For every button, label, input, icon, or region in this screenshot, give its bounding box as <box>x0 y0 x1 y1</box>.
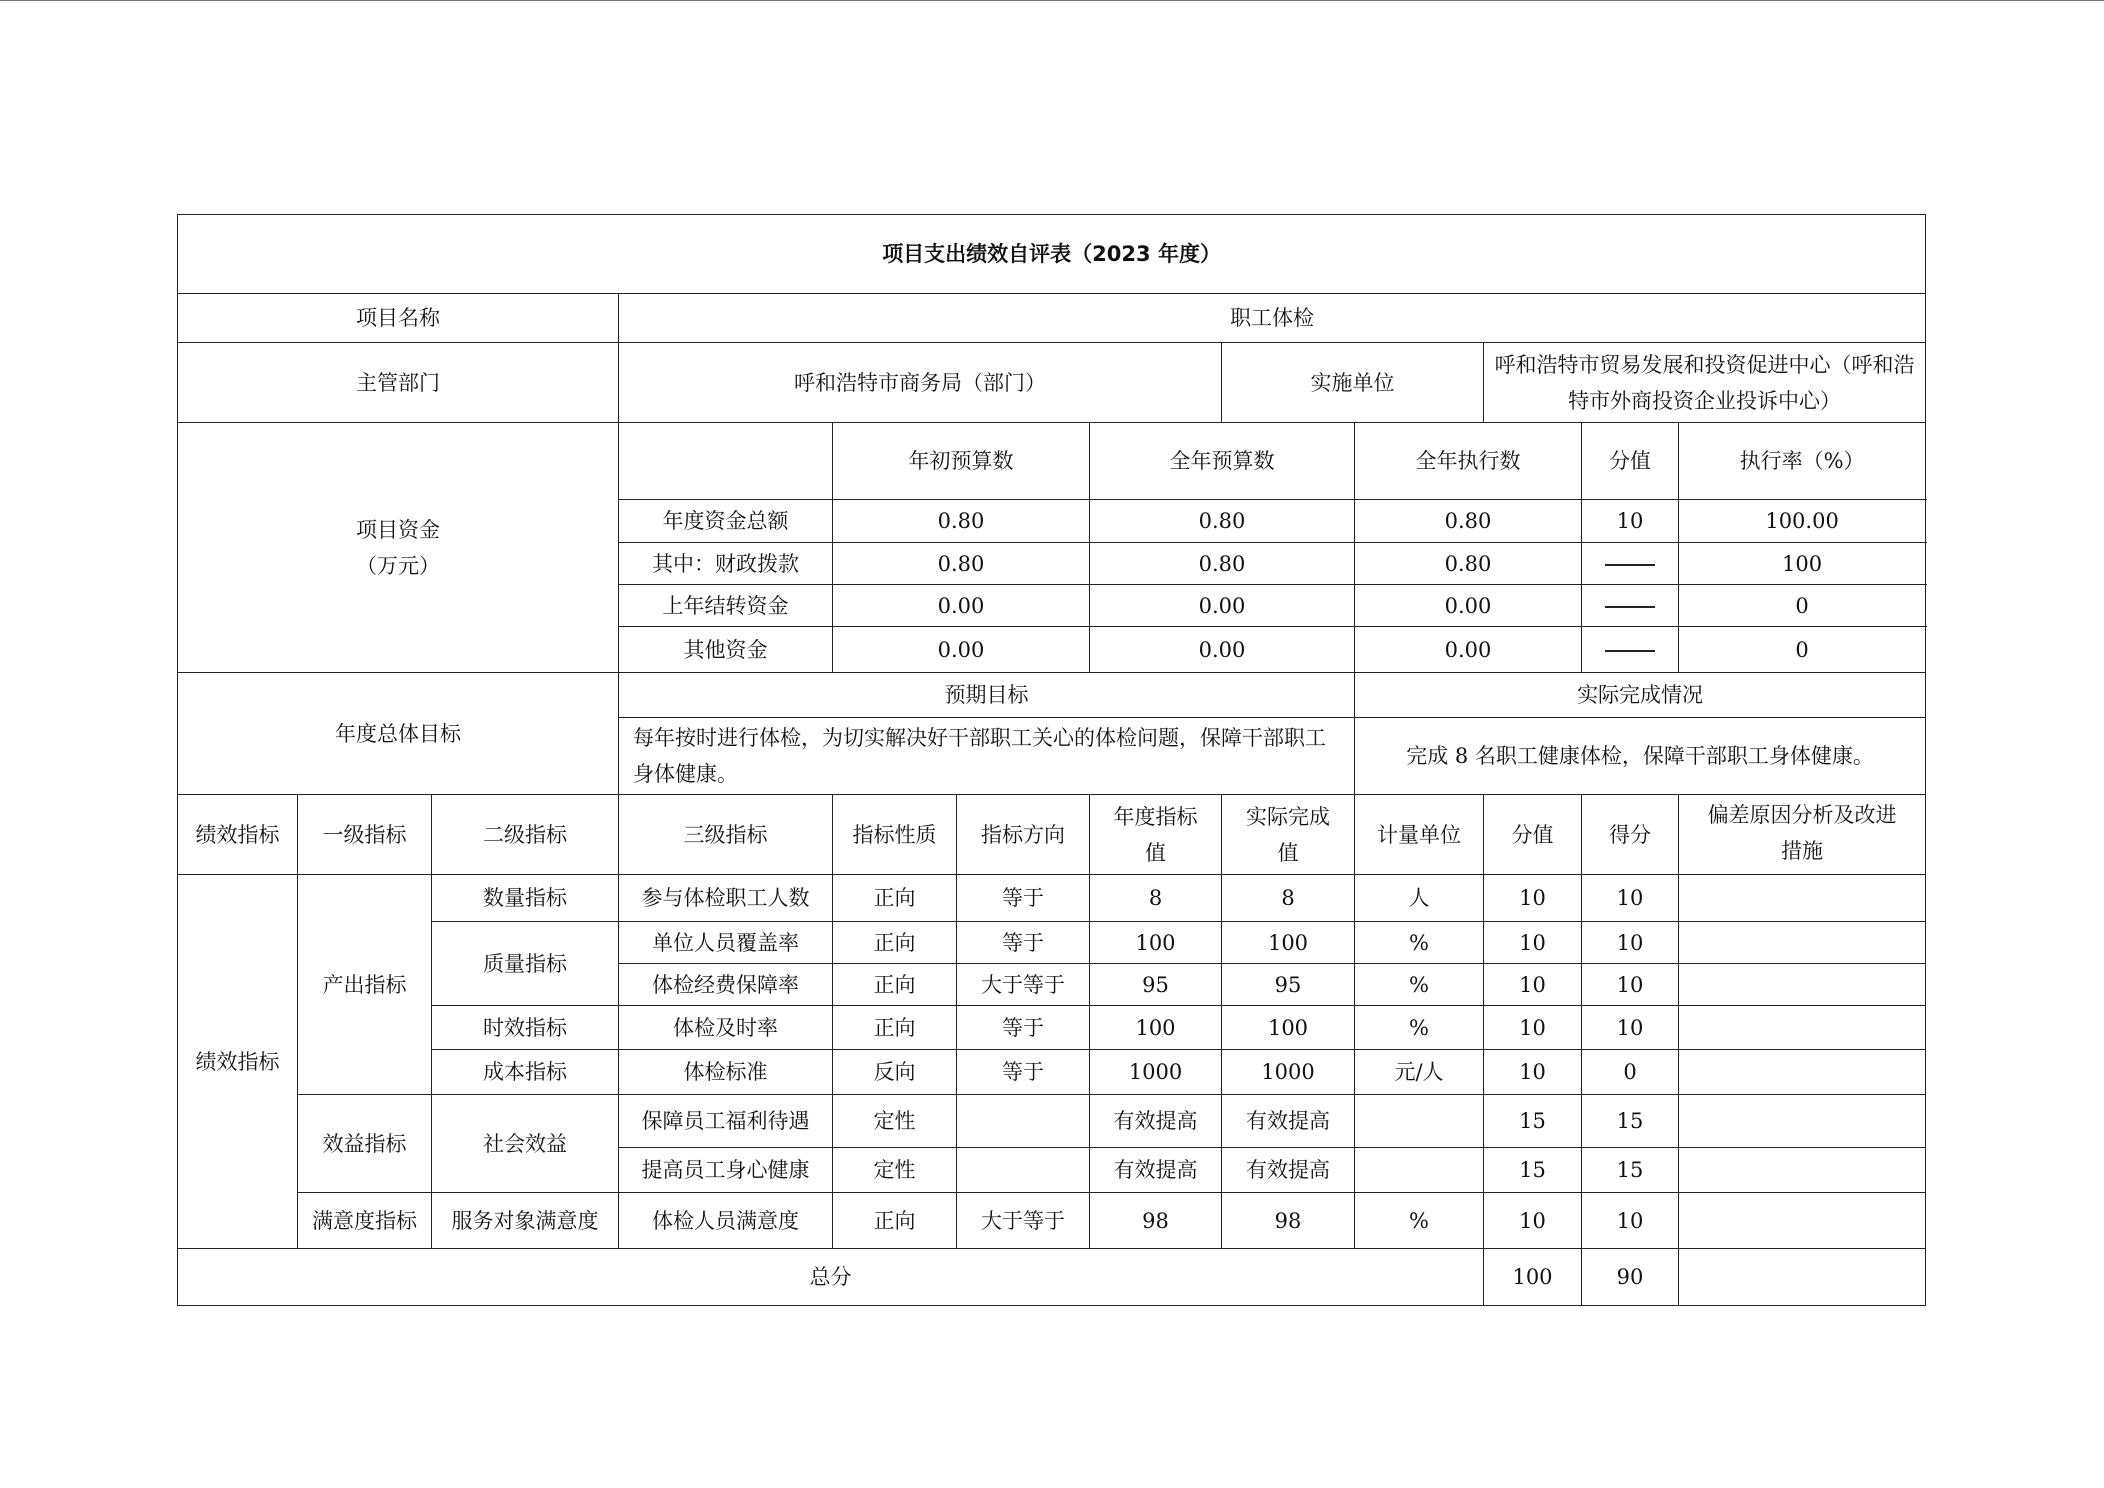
indicator-row <box>178 1050 1926 1095</box>
funds-rate: 0 <box>1679 627 1926 673</box>
funds-corner-cell <box>619 423 833 500</box>
goals-expected-text: 每年按时进行体检，为切实解决好干部职工关心的体检问题，保障干部职工身体健康。 <box>619 718 1355 795</box>
goals-expected-label: 预期目标 <box>619 673 1355 718</box>
funds-header-score-value: 分值 <box>1582 423 1679 500</box>
ind-level2: 服务对象满意度 <box>432 1193 619 1249</box>
ind-group-satisfaction: 满意度指标 <box>298 1193 432 1249</box>
ind-direction: 等于 <box>957 875 1090 922</box>
ind-level3: 提高员工身心健康 <box>619 1148 833 1193</box>
ind-nature: 反向 <box>833 1050 957 1095</box>
funds-score-value <box>1582 585 1679 627</box>
ind-header-level1: 一级指标 <box>298 795 432 875</box>
funds-row-label: 其中：财政拨款 <box>619 543 833 585</box>
funds-rate: 100.00 <box>1679 500 1926 543</box>
ind-nature: 定性 <box>833 1148 957 1193</box>
ind-score-value: 10 <box>1484 964 1582 1006</box>
indicator-row <box>178 875 1926 922</box>
indicator-row <box>178 1006 1926 1050</box>
ind-score: 10 <box>1582 875 1679 922</box>
funds-row-label: 上年结转资金 <box>619 585 833 627</box>
funds-header-annual: 全年预算数 <box>1090 423 1355 500</box>
ind-nature: 正向 <box>833 964 957 1006</box>
ind-actual: 8 <box>1222 875 1355 922</box>
table-title: 项目支出绩效自评表（2023 年度） <box>178 215 1926 294</box>
ind-nature: 正向 <box>833 922 957 964</box>
funds-header-rate: 执行率（%） <box>1679 423 1926 500</box>
ind-nature: 正向 <box>833 875 957 922</box>
ind-nature: 正向 <box>833 1193 957 1249</box>
ind-target: 1000 <box>1090 1050 1222 1095</box>
total-score-value: 100 <box>1484 1249 1582 1306</box>
project-name-label: 项目名称 <box>178 294 619 343</box>
indicator-row <box>178 922 1926 964</box>
ind-score: 10 <box>1582 922 1679 964</box>
goals-label: 年度总体目标 <box>178 673 619 795</box>
ind-target: 98 <box>1090 1193 1222 1249</box>
total-score: 90 <box>1582 1249 1679 1306</box>
ind-target: 8 <box>1090 875 1222 922</box>
project-name-value: 职工体检 <box>619 294 1926 343</box>
funds-annual: 0.00 <box>1090 585 1355 627</box>
funds-row-label: 年度资金总额 <box>619 500 833 543</box>
total-deviation <box>1679 1249 1926 1306</box>
ind-direction: 大于等于 <box>957 964 1090 1006</box>
ind-unit: % <box>1355 964 1484 1006</box>
ind-header-level2: 二级指标 <box>432 795 619 875</box>
ind-target: 100 <box>1090 1006 1222 1050</box>
goals-actual-text: 完成 8 名职工健康体检，保障干部职工身体健康。 <box>1355 718 1926 795</box>
total-row <box>178 1249 1926 1306</box>
page-top-rule <box>0 0 2104 1</box>
funds-score-value <box>1582 627 1679 673</box>
ind-score-value: 10 <box>1484 1006 1582 1050</box>
ind-level2-social: 社会效益 <box>432 1095 619 1193</box>
funds-rate: 0 <box>1679 585 1926 627</box>
ind-unit <box>1355 1095 1484 1148</box>
funds-executed: 0.00 <box>1355 585 1582 627</box>
ind-direction: 等于 <box>957 1050 1090 1095</box>
ind-header-nature: 指标性质 <box>833 795 957 875</box>
ind-level3: 单位人员覆盖率 <box>619 922 833 964</box>
indicator-row <box>178 1193 1926 1249</box>
ind-direction: 大于等于 <box>957 1193 1090 1249</box>
dash-mark <box>1605 564 1655 566</box>
ind-header-target-line1: 年度指标 <box>1113 804 1198 829</box>
ind-score: 10 <box>1582 964 1679 1006</box>
ind-deviation <box>1679 875 1926 922</box>
ind-score: 10 <box>1582 1193 1679 1249</box>
ind-target: 有效提高 <box>1090 1148 1222 1193</box>
performance-self-evaluation-table <box>177 214 1926 1306</box>
ind-level2-quality: 质量指标 <box>432 922 619 1006</box>
ind-nature: 正向 <box>833 1006 957 1050</box>
ind-score: 0 <box>1582 1050 1679 1095</box>
ind-header-actual-line1: 实际完成 <box>1246 804 1330 829</box>
ind-level2: 数量指标 <box>432 875 619 922</box>
ind-score-value: 10 <box>1484 875 1582 922</box>
ind-direction: 等于 <box>957 1006 1090 1050</box>
ind-side-label: 绩效指标 <box>178 875 298 1249</box>
funds-rate: 100 <box>1679 543 1926 585</box>
ind-unit: % <box>1355 1193 1484 1249</box>
ind-score-value: 15 <box>1484 1095 1582 1148</box>
ind-level3: 体检及时率 <box>619 1006 833 1050</box>
ind-actual: 100 <box>1222 1006 1355 1050</box>
ind-unit: % <box>1355 922 1484 964</box>
ind-actual: 100 <box>1222 922 1355 964</box>
ind-score-value: 15 <box>1484 1148 1582 1193</box>
ind-direction: 等于 <box>957 922 1090 964</box>
department-label: 主管部门 <box>178 343 619 423</box>
funds-label: 项目资金 <box>356 517 440 542</box>
ind-level2: 成本指标 <box>432 1050 619 1095</box>
ind-actual: 有效提高 <box>1222 1095 1355 1148</box>
impl-unit-value: 呼和浩特市贸易发展和投资促进中心（呼和浩特市外商投资企业投诉中心） <box>1484 343 1926 423</box>
ind-actual: 1000 <box>1222 1050 1355 1095</box>
ind-level2: 时效指标 <box>432 1006 619 1050</box>
ind-target: 95 <box>1090 964 1222 1006</box>
department-value: 呼和浩特市商务局（部门） <box>619 343 1222 423</box>
ind-level3: 体检标准 <box>619 1050 833 1095</box>
ind-header-score: 得分 <box>1582 795 1679 875</box>
funds-annual: 0.80 <box>1090 500 1355 543</box>
ind-score: 15 <box>1582 1148 1679 1193</box>
ind-deviation <box>1679 1006 1926 1050</box>
ind-header-target <box>1090 795 1222 875</box>
ind-unit: % <box>1355 1006 1484 1050</box>
funds-header-executed: 全年执行数 <box>1355 423 1582 500</box>
ind-level3: 体检经费保障率 <box>619 964 833 1006</box>
funds-label-cell <box>178 423 619 673</box>
ind-header-unit: 计量单位 <box>1355 795 1484 875</box>
ind-unit: 人 <box>1355 875 1484 922</box>
funds-initial: 0.00 <box>833 627 1090 673</box>
funds-executed: 0.00 <box>1355 627 1582 673</box>
ind-header-score-value: 分值 <box>1484 795 1582 875</box>
ind-header-direction: 指标方向 <box>957 795 1090 875</box>
ind-header-actual-line2: 值 <box>1277 840 1299 865</box>
ind-deviation <box>1679 1193 1926 1249</box>
ind-actual: 98 <box>1222 1193 1355 1249</box>
funds-score-value <box>1582 543 1679 585</box>
ind-header-target-line2: 值 <box>1145 840 1166 865</box>
ind-level3: 体检人员满意度 <box>619 1193 833 1249</box>
ind-direction <box>957 1148 1090 1193</box>
ind-unit: 元/人 <box>1355 1050 1484 1095</box>
ind-target: 100 <box>1090 922 1222 964</box>
funds-annual: 0.80 <box>1090 543 1355 585</box>
goals-actual-label: 实际完成情况 <box>1355 673 1926 718</box>
ind-header-actual <box>1222 795 1355 875</box>
ind-group-benefit: 效益指标 <box>298 1095 432 1193</box>
ind-actual: 95 <box>1222 964 1355 1006</box>
ind-actual: 有效提高 <box>1222 1148 1355 1193</box>
ind-nature: 定性 <box>833 1095 957 1148</box>
funds-executed: 0.80 <box>1355 543 1582 585</box>
ind-target: 有效提高 <box>1090 1095 1222 1148</box>
ind-direction <box>957 1095 1090 1148</box>
ind-level3: 保障员工福利待遇 <box>619 1095 833 1148</box>
funds-annual: 0.00 <box>1090 627 1355 673</box>
ind-header-deviation <box>1679 795 1926 875</box>
ind-deviation <box>1679 1095 1926 1148</box>
impl-unit-label: 实施单位 <box>1222 343 1484 423</box>
funds-initial: 0.80 <box>833 500 1090 543</box>
ind-deviation <box>1679 922 1926 964</box>
indicator-row <box>178 1095 1926 1148</box>
dash-mark <box>1605 650 1655 652</box>
ind-header-deviation-line1: 偏差原因分析及改进 <box>1707 803 1897 827</box>
dash-mark <box>1605 606 1655 608</box>
funds-initial: 0.80 <box>833 543 1090 585</box>
ind-deviation <box>1679 1050 1926 1095</box>
funds-executed: 0.80 <box>1355 500 1582 543</box>
ind-score: 10 <box>1582 1006 1679 1050</box>
ind-deviation <box>1679 1148 1926 1193</box>
total-label: 总分 <box>178 1249 1484 1306</box>
funds-initial: 0.00 <box>833 585 1090 627</box>
ind-score-value: 10 <box>1484 922 1582 964</box>
funds-header-initial: 年初预算数 <box>833 423 1090 500</box>
ind-header-level3: 三级指标 <box>619 795 833 875</box>
funds-unit: （万元） <box>356 553 440 578</box>
ind-header-deviation-line2: 措施 <box>1781 839 1824 863</box>
ind-score: 15 <box>1582 1095 1679 1148</box>
ind-unit <box>1355 1148 1484 1193</box>
ind-score-value: 10 <box>1484 1050 1582 1095</box>
ind-header-perf: 绩效指标 <box>178 795 298 875</box>
funds-score-value: 10 <box>1582 500 1679 543</box>
ind-score-value: 10 <box>1484 1193 1582 1249</box>
ind-level3: 参与体检职工人数 <box>619 875 833 922</box>
ind-deviation <box>1679 964 1926 1006</box>
funds-row-label: 其他资金 <box>619 627 833 673</box>
ind-group-output: 产出指标 <box>298 875 432 1095</box>
